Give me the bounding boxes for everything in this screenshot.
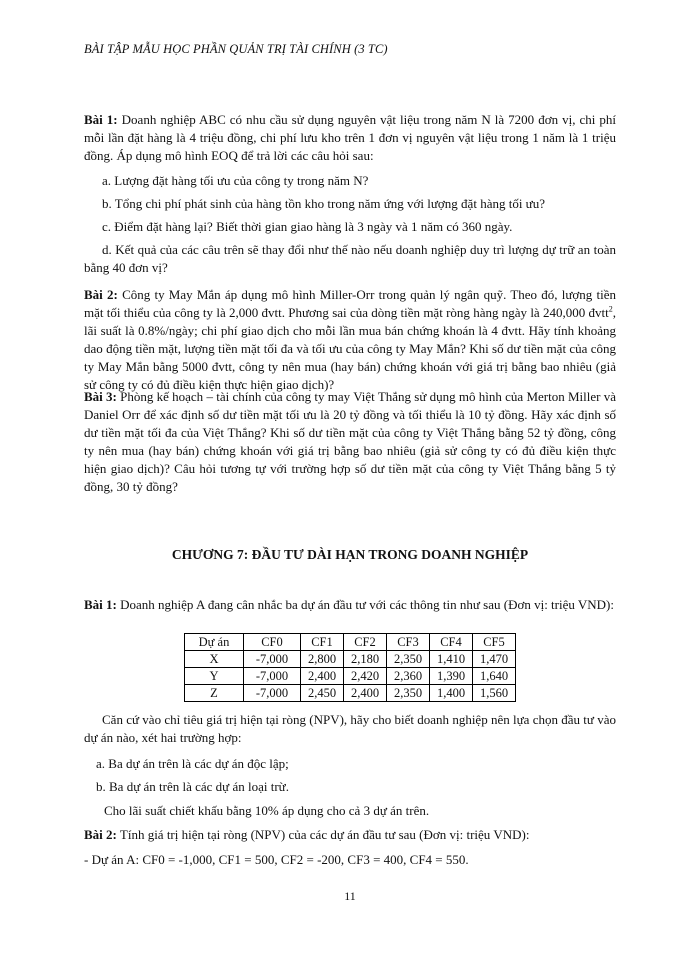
table-header-cell: CF4: [430, 634, 473, 651]
exercise-label: Bài 2:: [84, 827, 117, 842]
exercise-1-item-a: a. Lượng đặt hàng tối ưu của công ty trong năm N?: [102, 173, 369, 188]
table-cell: 2,350: [387, 685, 430, 702]
chapter7-exercise-1: [84, 596, 616, 614]
table-cell: 1,410: [430, 651, 473, 668]
table-cell: -7,000: [244, 651, 301, 668]
exercise-text: Doanh nghiệp ABC có nhu cầu sử dụng nguyên vật liệu trong năm N là 7200 đơn vị, chi phí mỗi lần đặt hàng là 4 triệu đồng, chi phí lưu kho trên 1 đơn vị nguyên vật liệu trong 1 năm là 1 triệu đồng. Áp dụng mô hình EOQ để trả lời các câu hỏi sau:: [84, 112, 616, 163]
table-cell: 2,450: [301, 685, 344, 702]
exercise-label: Bài 2:: [84, 287, 118, 302]
running-header: BÀI TẬP MẪU HỌC PHẦN QUẢN TRỊ TÀI CHÍNH (3 TC): [84, 42, 388, 56]
cash-flow-table: [184, 633, 516, 702]
table-cell: 1,470: [473, 651, 516, 668]
table-cell: 1,560: [473, 685, 516, 702]
table-header-row: [185, 634, 516, 651]
table-header-cell: Dự án: [185, 634, 244, 651]
table-cell: 2,400: [344, 685, 387, 702]
table-cell: 2,360: [387, 668, 430, 685]
table-cell: 2,180: [344, 651, 387, 668]
table-cell: 2,420: [344, 668, 387, 685]
exercise-2: [84, 286, 616, 394]
exercise-1-item-b: b. Tổng chi phí phát sinh của hàng tồn kho trong năm ứng với lượng đặt hàng tối ưu?: [102, 196, 546, 211]
table-cell: X: [185, 651, 244, 668]
exercise-label: Bài 1:: [84, 597, 117, 612]
discount-rate-note: Cho lãi suất chiết khấu bằng 10% áp dụng cho cả 3 dự án trên.: [104, 803, 430, 818]
exercise-text: Phòng kế hoạch – tài chính của công ty may Việt Thắng sử dụng mô hình của Merton Miller và Daniel Orr để xác định số dư tiền mặt tối ưu là 20 tỷ đồng và tối thiểu là 10 tỷ đồng. Hãy xác định số dư tiền mặt tối đa của Việt Thắng? Khi số dư tiền mặt của công ty Việt Thắng bằng 52 tỷ đồng, công ty nên mua (hay bán) chứng khoán với giá trị bằng bao nhiêu (giả sử công ty có đủ điều kiện thực hiện giao dịch)? Câu hỏi tương tự với trường hợp số dư tiền mặt của công ty Việt Thắng bằng 5 tỷ đồng, 30 tỷ đồng?: [84, 389, 616, 494]
page-number: 11: [344, 889, 356, 903]
exercise-label: Bài 1:: [84, 112, 118, 127]
table-cell: Z: [185, 685, 244, 702]
exercise-3: [84, 388, 616, 496]
table-cell: Y: [185, 668, 244, 685]
superscript: 2: [608, 304, 613, 314]
case-a: a. Ba dự án trên là các dự án độc lập;: [96, 756, 289, 771]
table-cell: -7,000: [244, 685, 301, 702]
chapter-title: CHƯƠNG 7: ĐẦU TƯ DÀI HẠN TRONG DOANH NGHIỆP: [171, 547, 529, 562]
chapter7-exercise-2: [84, 826, 616, 844]
table-header-cell: CF3: [387, 634, 430, 651]
table-header-cell: CF5: [473, 634, 516, 651]
table-row: [185, 685, 516, 702]
table-cell: 2,400: [301, 668, 344, 685]
table-cell: 1,390: [430, 668, 473, 685]
table-cell: 1,640: [473, 668, 516, 685]
exercise-1-intro: [84, 111, 616, 165]
exercise-text: Công ty May Mắn áp dụng mô hình Miller-Orr trong quản lý ngân quỹ. Theo đó, lượng tiền mặt tối thiểu của công ty là 2,000 đvtt. Phương sai của dòng tiền mặt ròng hàng ngày là 240,000 đvtt: [84, 287, 616, 320]
project-a-cashflows: - Dự án A: CF0 = -1,000, CF1 = 500, CF2 = -200, CF3 = 400, CF4 = 550.: [84, 852, 469, 867]
table-cell: -7,000: [244, 668, 301, 685]
npv-instruction: Căn cứ vào chỉ tiêu giá trị hiện tại ròng (NPV), hãy cho biết doanh nghiệp nên lựa chọn đầu tư vào dự án nào, xét hai trường hợp:: [84, 712, 616, 745]
exercise-text: Doanh nghiệp A đang cân nhắc ba dự án đầu tư với các thông tin như sau (Đơn vị: triệu VND):: [116, 597, 614, 612]
exercise-1-item-c: c. Điểm đặt hàng lại? Biết thời gian giao hàng là 3 ngày và 1 năm có 360 ngày.: [102, 219, 513, 234]
table-row: [185, 668, 516, 685]
table-cell: 1,400: [430, 685, 473, 702]
table-cell: 2,800: [301, 651, 344, 668]
table-header-cell: CF0: [244, 634, 301, 651]
case-b: b. Ba dự án trên là các dự án loại trừ.: [96, 779, 289, 794]
exercise-text-cont: , lãi suất là 0.8%/ngày; chi phí giao dịch cho mỗi lần mua bán chứng khoán là 4 đvtt. Hãy tính khoảng dao động tiền mặt, lượng tiền mặt tối đa và tối ưu của công ty May Mắn? Khi số dư tiền mặt của công ty May Mắn bằng 5000 đvtt, công ty nên mua (hay bán) chứng khoán với giá trị bằng bao nhiêu (giả sử công ty có đủ điều kiện thực hiện giao dịch)?: [84, 305, 616, 392]
exercise-text: Tính giá trị hiện tại ròng (NPV) của các dự án đầu tư sau (Đơn vị: triệu VND):: [116, 827, 530, 842]
exercise-label: Bài 3:: [84, 389, 117, 404]
table-header-cell: CF2: [344, 634, 387, 651]
table-header-cell: CF1: [301, 634, 344, 651]
exercise-1-item-d: d. Kết quả của các câu trên sẽ thay đổi như thế nào nếu doanh nghiệp duy trì lượng dự trữ an toàn bằng 40 đơn vị?: [84, 242, 616, 275]
table-cell: 2,350: [387, 651, 430, 668]
table-row: [185, 651, 516, 668]
